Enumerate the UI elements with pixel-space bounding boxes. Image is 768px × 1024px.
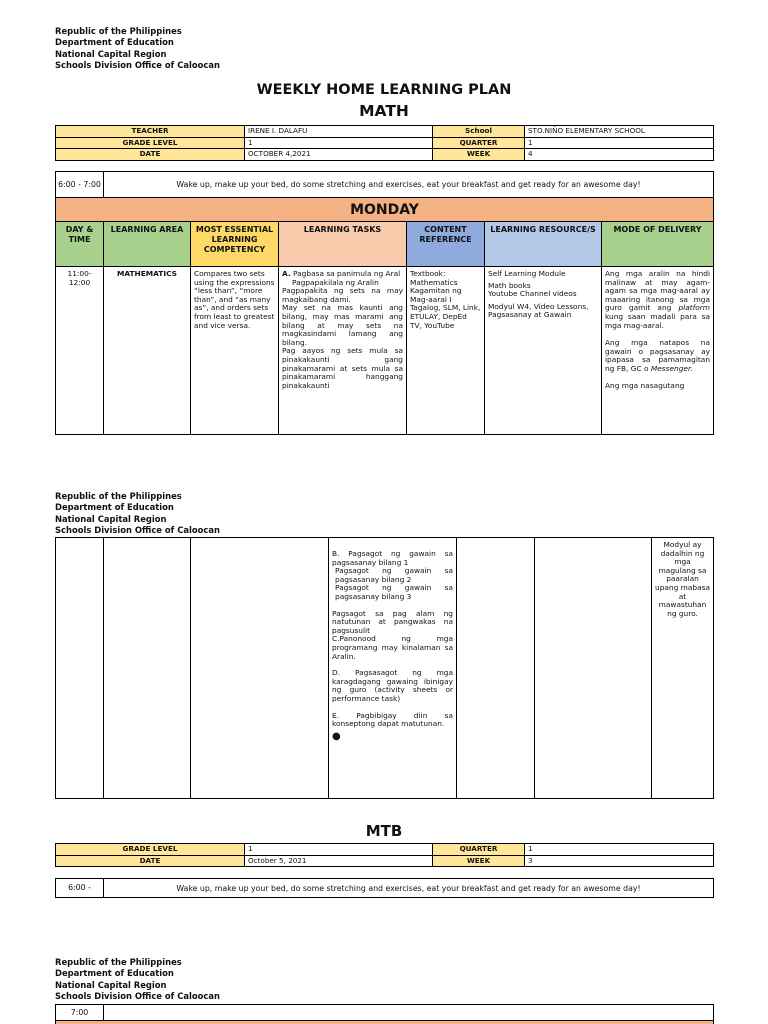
letterhead-line: National Capital Region bbox=[55, 48, 167, 59]
mode-text: kung saan madali para sa mga mag-aaral. bbox=[605, 311, 711, 330]
cont-competency bbox=[191, 538, 329, 799]
grade-value: 1 bbox=[245, 137, 433, 149]
page3-wake-table bbox=[55, 1004, 714, 1024]
math-info-table bbox=[55, 125, 714, 161]
letterhead-line: National Capital Region bbox=[55, 979, 167, 990]
mtb-week-label: WEEK bbox=[433, 855, 525, 867]
mtb-week-value: 3 bbox=[525, 855, 714, 867]
wake-time: 6:00 - 7:00 bbox=[56, 172, 104, 198]
mode-text: Ang mga natapos na gawain o pagsasanay ay ipapasa sa pamamagitan ng FB, GC o bbox=[605, 338, 711, 373]
task-item: Pagsagot ng gawain sa pagsasanay bilang 3 bbox=[335, 583, 453, 601]
cont-area bbox=[104, 538, 191, 799]
page3-wake-message bbox=[104, 1005, 714, 1021]
task-item: Pagsagot sa pag alam ng natutunan at pangwakas na pagsusulit bbox=[332, 608, 453, 635]
col-day-time: DAY & TIME bbox=[56, 222, 104, 267]
col-learning-resources: LEARNING RESOURCE/S bbox=[485, 222, 602, 267]
row-learning-tasks bbox=[279, 267, 407, 435]
quarter-label: QUARTER bbox=[433, 137, 525, 149]
school-label: School bbox=[433, 126, 525, 138]
cont-mode-of-delivery: Modyul ay dadalhin ng mga magulang sa paaralan upang mabasa at mawastuhan ng guro. bbox=[652, 538, 714, 799]
row-resources bbox=[485, 267, 602, 435]
date-value: OCTOBER 4,2021 bbox=[245, 149, 433, 161]
row-time: 11:00- 12:00 bbox=[56, 267, 104, 435]
mode-paragraph-1 bbox=[605, 270, 710, 330]
mtb-quarter-value: 1 bbox=[525, 844, 714, 856]
mtb-grade-value: 1 bbox=[245, 844, 433, 856]
cont-time bbox=[56, 538, 104, 799]
mtb-grade-label: GRADE LEVEL bbox=[56, 844, 245, 856]
week-label: WEEK bbox=[433, 149, 525, 161]
math-schedule-table bbox=[55, 171, 714, 435]
cont-content-reference bbox=[457, 538, 535, 799]
day-banner: MONDAY bbox=[56, 198, 714, 222]
resource-item: Math books bbox=[488, 280, 531, 290]
quarter-value: 1 bbox=[525, 137, 714, 149]
letterhead bbox=[55, 26, 220, 72]
mtb-wake-message: Wake up, make up your bed, do some stretching and exercises, eat your breakfast and get ready for an awesome day! bbox=[104, 879, 714, 898]
col-learning-tasks: LEARNING TASKS bbox=[279, 222, 407, 267]
col-content-reference: CONTENT REFERENCE bbox=[407, 222, 485, 267]
plan-title: WEEKLY HOME LEARNING PLAN bbox=[256, 82, 512, 98]
grade-label: GRADE LEVEL bbox=[56, 137, 245, 149]
math-schedule-continued bbox=[55, 537, 714, 799]
col-learning-area: LEARNING AREA bbox=[104, 222, 191, 267]
teacher-label: TEACHER bbox=[56, 126, 245, 138]
task-item: D. Pagsasagot ng mga karagdagang gawaing ibinigay ng guro (activity sheets or performance task) bbox=[332, 668, 453, 703]
resource-item: Youtube Channel videos bbox=[488, 289, 577, 299]
mode-em: platform bbox=[678, 303, 711, 313]
col-mode-of-delivery: MODE OF DELIVERY bbox=[602, 222, 714, 267]
mode-em: Messenger. bbox=[650, 363, 693, 373]
mode-paragraph-2 bbox=[605, 339, 710, 373]
task-item: Pagsagot ng gawain sa pagsasanay bilang 2 bbox=[335, 566, 453, 584]
letterhead-line: Department of Education bbox=[55, 502, 174, 513]
task-a-line: Pag aayos ng sets mula sa pinakakaunti gang pinakamarami at sets mula sa pinakamarami hanggang pinakakaunti bbox=[282, 346, 403, 390]
school-value: STO.NIÑO ELEMENTARY SCHOOL bbox=[525, 126, 714, 138]
mtb-date-label: DATE bbox=[56, 855, 245, 867]
letterhead-line: National Capital Region bbox=[55, 513, 167, 524]
mtb-title: MTB bbox=[365, 822, 403, 840]
mtb-date-value: October 5, 2021 bbox=[245, 855, 433, 867]
resource-item: Self Learning Module bbox=[488, 269, 566, 278]
letterhead-line: Republic of the Philippines bbox=[55, 491, 182, 501]
letterhead-page-2 bbox=[55, 491, 220, 537]
mtb-quarter-label: QUARTER bbox=[433, 844, 525, 856]
task-a-title: Pagbasa sa panimula ng Aral bbox=[293, 269, 401, 278]
row-learning-area: MATHEMATICS bbox=[104, 267, 191, 435]
task-a-line: Pagpapakilala ng Aralin bbox=[292, 277, 379, 287]
task-item: B. Pagsagot ng gawain sa pagsasanay bilang 1 bbox=[332, 549, 453, 567]
letterhead-line: Republic of the Philippines bbox=[55, 26, 182, 36]
cont-resources bbox=[535, 538, 652, 799]
letterhead-page-3 bbox=[55, 957, 220, 1003]
teacher-value: IRENE I. DALAFU bbox=[245, 126, 433, 138]
page3-day-banner bbox=[56, 1021, 714, 1024]
week-value: 4 bbox=[525, 149, 714, 161]
mtb-wake-time: 6:00 - bbox=[56, 879, 104, 898]
cont-learning-tasks bbox=[329, 538, 457, 799]
letterhead-line: Department of Education bbox=[55, 37, 174, 48]
letterhead-line: Schools Division Office of Caloocan bbox=[55, 525, 220, 536]
mode-paragraph-3: Ang mga nasagutang bbox=[605, 380, 685, 390]
date-label: DATE bbox=[56, 149, 245, 161]
task-letter: A. bbox=[282, 269, 291, 278]
letterhead-line: Schools Division Office of Caloocan bbox=[55, 991, 220, 1002]
bullet-icon: ● bbox=[332, 730, 341, 742]
resource-item: Modyul W4, Video Lessons, Pagsasanay at Gawain bbox=[488, 301, 589, 320]
mtb-wake-table bbox=[55, 878, 714, 898]
task-a-line: Pagpapakita ng sets na may magkaibang dami. bbox=[282, 286, 403, 304]
task-item: E. Pagbibigay diin sa konseptong dapat matutunan. bbox=[332, 710, 453, 729]
mtb-info-table bbox=[55, 843, 714, 867]
task-item: C.Panonood ng mga programang may kinalaman sa Aralin. bbox=[332, 634, 453, 661]
row-competency: Compares two sets using the expressions “less than”, “more than”, and “as many as”, and orders sets from least to greatest and vice versa. bbox=[191, 267, 279, 435]
row-mode-of-delivery bbox=[602, 267, 714, 435]
letterhead-line: Republic of the Philippines bbox=[55, 957, 182, 967]
wake-message: Wake up, make up your bed, do some stretching and exercises, eat your breakfast and get ready for an awesome day! bbox=[104, 172, 714, 198]
mode-text: Ang mga aralin na hindi malinaw at may agam-agam sa mga mag-aaral ay maaaring itanong sa mga guro gamit ang bbox=[605, 269, 711, 313]
task-a-line: May set na mas kaunti ang bilang, may mas marami ang bilang at may sets na magkasindami lamang ang bilang. bbox=[282, 303, 403, 347]
col-competency: MOST ESSENTIAL LEARNING COMPETENCY bbox=[191, 222, 279, 267]
row-content-reference: Textbook: Mathematics Kagamitan ng Mag-aaral I Tagalog, SLM, Link, ETULAY, DepEd TV, YouTube bbox=[407, 267, 485, 435]
letterhead-line: Department of Education bbox=[55, 968, 174, 979]
page3-wake-time: 7:00 bbox=[56, 1005, 104, 1021]
subject-title: MATH bbox=[359, 102, 409, 120]
letterhead-line: Schools Division Office of Caloocan bbox=[55, 60, 220, 71]
